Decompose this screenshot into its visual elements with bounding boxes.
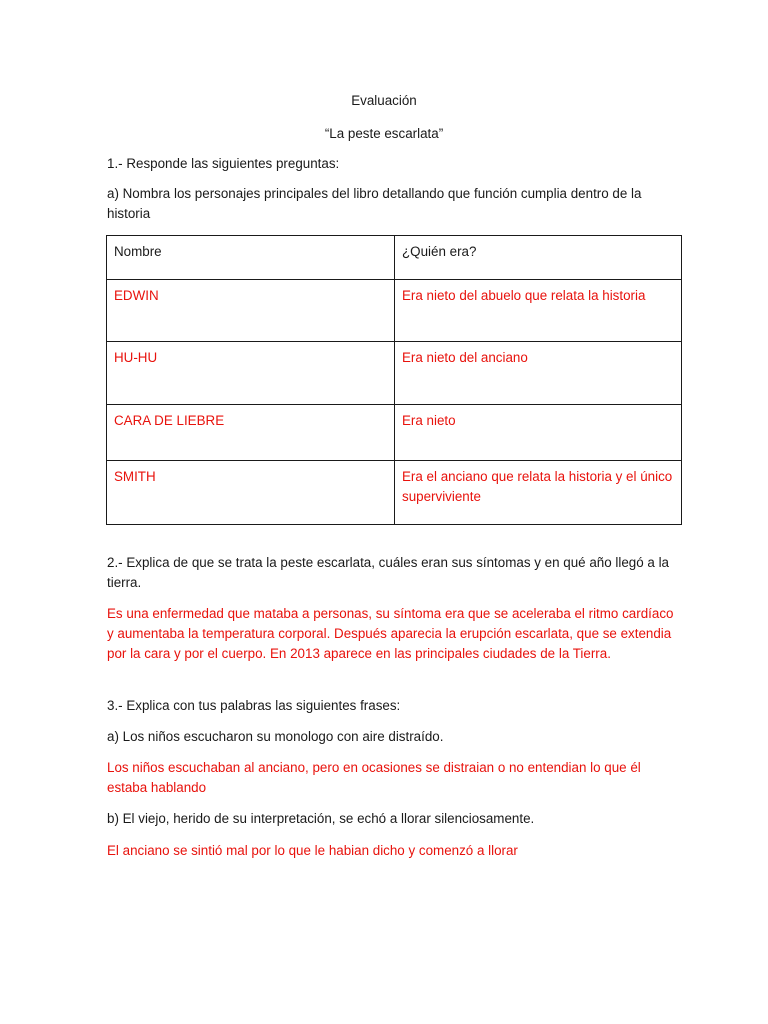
table-row bbox=[107, 342, 682, 405]
table-header-row bbox=[107, 236, 682, 280]
question-2: 2.- Explica de que se trata la peste escarlata, cuáles eran sus síntomas y en qué año llegó a la tierra. bbox=[107, 555, 669, 590]
table-row bbox=[107, 280, 682, 342]
table-row bbox=[107, 405, 682, 461]
answer-2: Es una enfermedad que mataba a personas, su síntoma era que se aceleraba el ritmo cardíaco y aumentaba la temperatura corporal. Después aparecia la erupción escarlata, que se extendia por la cara y por el cuerpo. En 2013 aparece en las principales ciudades de la Tierra. bbox=[107, 606, 674, 661]
characters-table bbox=[106, 235, 682, 525]
question-1a-prompt: a) Nombra los personajes principales del libro detallando que función cumplia dentro de la historia bbox=[107, 186, 642, 221]
column-header-role: ¿Quién era? bbox=[395, 236, 682, 280]
character-name: EDWIN bbox=[107, 280, 395, 342]
character-role: Era el anciano que relata la historia y el único superviviente bbox=[395, 461, 682, 525]
column-header-name: Nombre bbox=[107, 236, 395, 280]
answer-3b: El anciano se sintió mal por lo que le habian dicho y comenzó a llorar bbox=[107, 843, 518, 858]
table-row bbox=[107, 461, 682, 525]
phrase-3a: a) Los niños escucharon su monologo con aire distraído. bbox=[107, 729, 444, 744]
character-role: Era nieto del anciano bbox=[395, 342, 682, 405]
character-role: Era nieto bbox=[395, 405, 682, 461]
question-3-heading: 3.- Explica con tus palabras las siguientes frases: bbox=[107, 698, 401, 713]
answer-3a: Los niños escuchaban al anciano, pero en ocasiones se distraian o no entendian lo que él estaba hablando bbox=[107, 760, 641, 795]
character-name: SMITH bbox=[107, 461, 395, 525]
character-name: CARA DE LIEBRE bbox=[107, 405, 395, 461]
question-1-heading: 1.- Responde las siguientes preguntas: bbox=[107, 156, 340, 171]
character-name: HU-HU bbox=[107, 342, 395, 405]
character-role: Era nieto del abuelo que relata la historia bbox=[395, 280, 682, 342]
phrase-3b: b) El viejo, herido de su interpretación, se echó a llorar silenciosamente. bbox=[107, 811, 535, 826]
book-title: “La peste escarlata” bbox=[324, 126, 444, 141]
document-title: Evaluación bbox=[351, 93, 417, 108]
